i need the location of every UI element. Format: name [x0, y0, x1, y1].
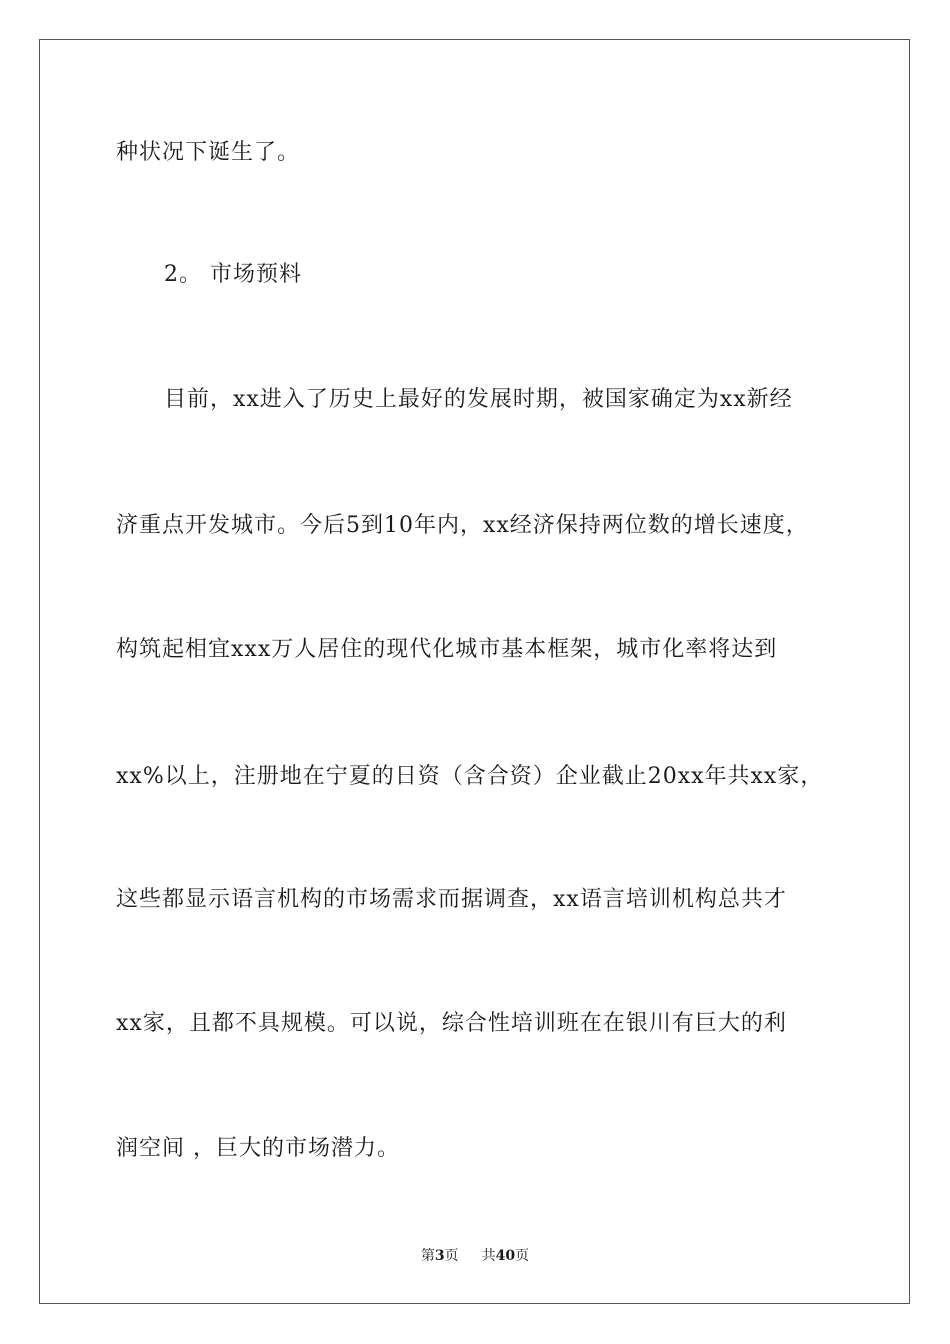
page-prefix: 第 — [420, 1248, 435, 1264]
total-suffix: 页 — [515, 1248, 530, 1264]
paragraph-line: xx家，且都不具规模。可以说，综合性培训班在在银川有巨大的利 — [116, 1011, 787, 1036]
paragraph-line: 济重点开发城市。今后5到10年内，xx经济保持两位数的增长速度， — [116, 513, 809, 538]
paragraph-line: 目前，xx进入了历史上最好的发展时期，被国家确定为xx新经 — [164, 387, 793, 412]
paragraph-line: 润空间 ，巨大的市场潜力。 — [116, 1136, 400, 1161]
total-pages: 40 — [495, 1248, 516, 1264]
current-page: 3 — [434, 1248, 445, 1264]
paragraph-line: 构筑起相宜xxx万人居住的现代化城市基本框架，城市化率将达到 — [116, 637, 778, 662]
page-suffix: 页 — [444, 1248, 459, 1264]
page-total — [482, 1247, 529, 1265]
paragraph-line: xx%以上，注册地在宁夏的日资（含合资）企业截止20xx年共xx家， — [116, 764, 824, 789]
page-footer — [0, 1247, 950, 1265]
paragraph-line: 种状况下诞生了。 — [116, 140, 301, 165]
page-number — [421, 1247, 459, 1265]
page-border — [39, 39, 910, 1304]
section-heading: 2。 市场预料 — [164, 262, 302, 287]
paragraph-line: 这些都显示语言机构的市场需求而据调查，xx语言培训机构总共才 — [116, 887, 787, 912]
total-prefix: 共 — [481, 1248, 496, 1264]
